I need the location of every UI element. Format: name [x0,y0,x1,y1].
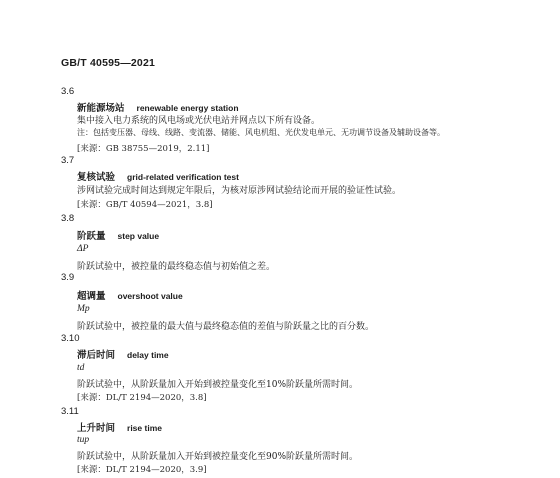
term-note: 注：包括变压器、母线、线路、变流器、储能、风电机组、光伏发电单元、无功调节设备及辅助设备等。 [77,128,445,137]
term-en: grid-related verification test [127,172,239,182]
term-symbol: td [77,363,85,373]
term-definition: 阶跃试验中，被控量的最终稳态值与初始值之差。 [77,262,276,272]
term-definition: 阶跃试验中，被控量的最大值与最终稳态值的差值与阶跃量之比的百分数。 [77,322,375,332]
clause-number: 3.6 [61,86,75,97]
term-source: [来源：GB/T 40594—2021，3.8] [77,200,213,210]
term-source: [来源：DL/T 2194—2020，3.9] [77,465,207,475]
term-cn: 阶跃量 [77,231,106,242]
term-title [77,288,183,302]
term-en: overshoot value [117,291,183,301]
term-en: renewable energy station [136,103,239,113]
term-title [77,347,169,361]
term-en: step value [117,231,160,241]
term-symbol: tup [77,435,90,445]
term-cn: 复核试验 [77,172,116,183]
term-symbol: ΔP [77,244,89,254]
term-en: delay time [127,350,169,360]
clause-number: 3.11 [61,406,79,417]
clause-number: 3.9 [61,272,75,283]
term-title [77,169,239,183]
term-en: rise time [127,423,162,433]
term-definition: 集中接入电力系统的风电场或光伏电站并网点以下所有设备。 [77,116,321,126]
term-symbol: Mp [77,304,90,314]
term-source: [来源：DL/T 2194—2020，3.8] [77,393,207,403]
term-definition: 阶跃试验中，从阶跃量加入开始到被控量变化至10%阶跃量所需时间。 [77,380,359,390]
term-title [77,420,162,434]
term-cn: 超调量 [77,291,106,302]
term-title [77,100,239,114]
term-title [77,228,159,242]
term-definition: 涉网试验完成时间达到规定年限后，为核对原涉网试验结论而开展的验证性试验。 [77,186,402,196]
clause-number: 3.8 [61,213,75,224]
term-definition: 阶跃试验中，从阶跃量加入开始到被控量变化至90%阶跃量所需时间。 [77,452,359,462]
term-source: [来源：GB 38755—2019，2.11] [77,144,210,154]
term-cn: 滞后时间 [77,350,116,361]
standard-code-header: GB/T 40595—2021 [61,57,156,69]
term-cn: 上升时间 [77,423,116,434]
term-cn: 新能源场站 [77,103,125,114]
clause-number: 3.10 [61,333,80,344]
clause-number: 3.7 [61,155,75,166]
